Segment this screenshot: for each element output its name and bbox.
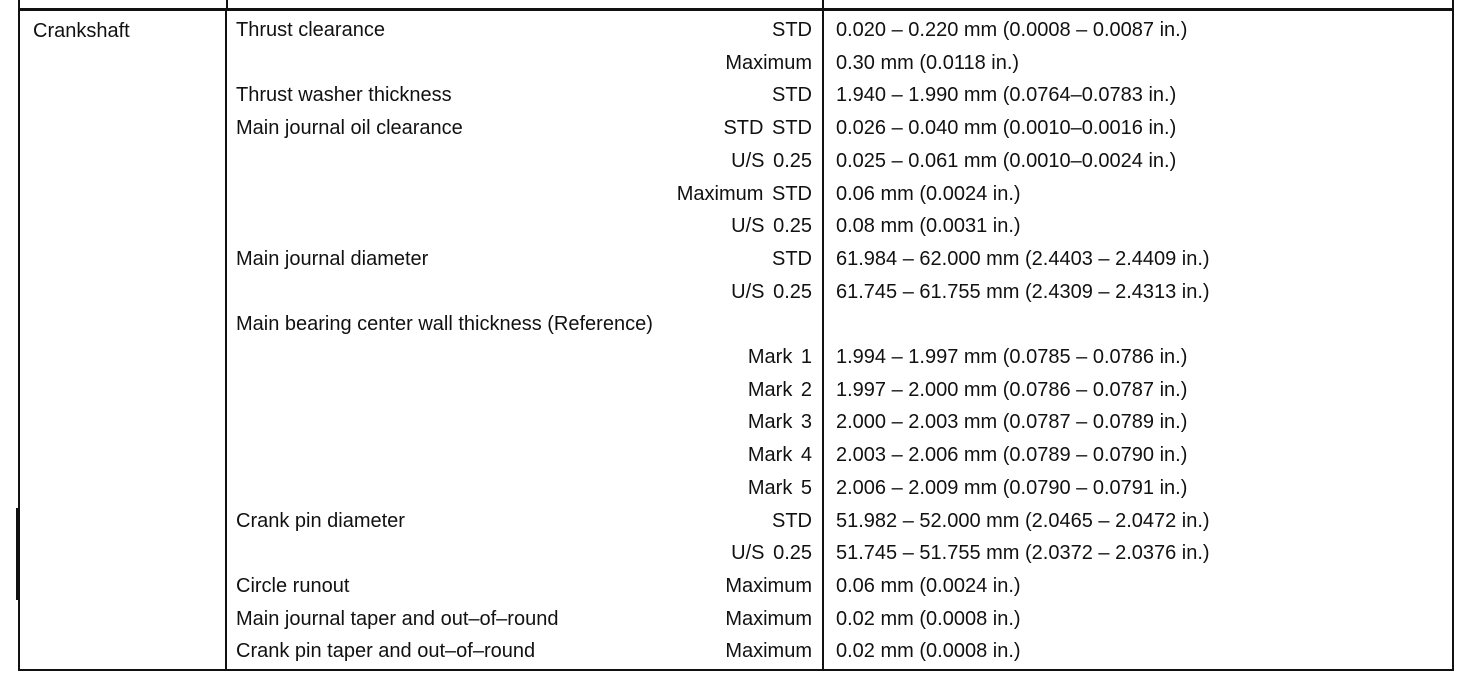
row-condition: Mark 3 [747, 411, 812, 434]
table-row [20, 506, 1452, 539]
table-row [20, 15, 1452, 48]
row-condition: STD STD [723, 117, 812, 140]
table-row [20, 571, 1452, 604]
scan-edge-mark [16, 508, 19, 600]
table-row [20, 342, 1452, 375]
table-row [20, 113, 1452, 146]
table-row [20, 48, 1452, 81]
spec-table [18, 0, 1454, 671]
row-item: Main journal taper and out–of–round [236, 607, 559, 630]
row-condition: Mark 2 [747, 378, 812, 401]
row-value: 0.020 – 0.220 mm (0.0008 – 0.0087 in.) [836, 19, 1188, 41]
row-value: 61.745 – 61.755 mm (2.4309 – 2.4313 in.) [836, 280, 1210, 303]
row-value: 61.984 – 62.000 mm (2.4403 – 2.4409 in.) [836, 247, 1210, 270]
row-value: 0.02 mm (0.0008 in.) [836, 607, 1021, 630]
row-item: Main journal diameter [236, 247, 429, 270]
column-divider-tick [822, 0, 824, 9]
row-item: Thrust clearance [236, 19, 385, 41]
row-condition: U/S 0.25 [731, 542, 812, 565]
row-value: 1.940 – 1.990 mm (0.0764–0.0783 in.) [836, 84, 1177, 107]
row-value: 0.08 mm (0.0031 in.) [836, 215, 1021, 238]
table-row [20, 244, 1452, 277]
row-condition: Mark 4 [747, 444, 812, 467]
row-value: 51.745 – 51.755 mm (2.0372 – 2.0376 in.) [836, 542, 1210, 565]
table-row [20, 211, 1452, 244]
row-condition: Maximum [725, 51, 812, 74]
row-condition: STD [772, 247, 812, 270]
row-value: 0.30 mm (0.0118 in.) [836, 51, 1020, 74]
row-item: Main journal oil clearance [236, 117, 463, 140]
row-condition: Maximum [725, 607, 812, 630]
table-row [20, 179, 1452, 212]
row-value: 51.982 – 52.000 mm (2.0465 – 2.0472 in.) [836, 509, 1210, 532]
table-row [20, 80, 1452, 113]
row-item: Crank pin taper and out–of–round [236, 640, 536, 663]
table-row [20, 473, 1452, 506]
row-item: Main bearing center wall thickness (Reference) [236, 313, 653, 336]
row-condition: Mark 5 [747, 476, 812, 499]
table-row [20, 636, 1452, 669]
row-value: 0.02 mm (0.0008 in.) [836, 640, 1021, 663]
row-value: 0.06 mm (0.0024 in.) [836, 574, 1021, 597]
header-rule [20, 8, 1452, 11]
row-condition: U/S 0.25 [731, 149, 812, 172]
row-item: Thrust washer thickness [236, 84, 452, 107]
row-value: 1.994 – 1.997 mm (0.0785 – 0.0786 in.) [836, 346, 1188, 368]
table-row [20, 277, 1452, 310]
table-row [20, 407, 1452, 440]
table-row [20, 440, 1452, 473]
row-condition: U/S 0.25 [731, 215, 812, 238]
row-value: 0.025 – 0.061 mm (0.0010–0.0024 in.) [836, 149, 1177, 172]
row-condition: STD [772, 84, 812, 107]
row-condition: Maximum [725, 640, 812, 663]
row-condition: Mark 1 [747, 346, 812, 368]
row-item: Crank pin diameter [236, 509, 405, 532]
table-row [20, 309, 1452, 342]
table-row [20, 375, 1452, 408]
row-condition: STD [772, 509, 812, 532]
row-value: 0.026 – 0.040 mm (0.0010–0.0016 in.) [836, 117, 1177, 140]
row-condition: Maximum STD [676, 182, 812, 205]
row-value: 2.003 – 2.006 mm (0.0789 – 0.0790 in.) [836, 444, 1188, 467]
column-divider-tick [226, 0, 228, 9]
component-name: Crankshaft [33, 20, 130, 42]
row-value: 2.000 – 2.003 mm (0.0787 – 0.0789 in.) [836, 411, 1188, 434]
row-value: 2.006 – 2.009 mm (0.0790 – 0.0791 in.) [836, 476, 1188, 499]
row-condition: STD [772, 19, 812, 41]
row-condition: U/S 0.25 [731, 280, 812, 303]
row-value: 1.997 – 2.000 mm (0.0786 – 0.0787 in.) [836, 378, 1188, 401]
table-row [20, 604, 1452, 637]
table-row [20, 538, 1452, 571]
row-item: Circle runout [236, 574, 350, 597]
row-value: 0.06 mm (0.0024 in.) [836, 182, 1021, 205]
table-row [20, 146, 1452, 179]
row-condition: Maximum [725, 574, 812, 597]
